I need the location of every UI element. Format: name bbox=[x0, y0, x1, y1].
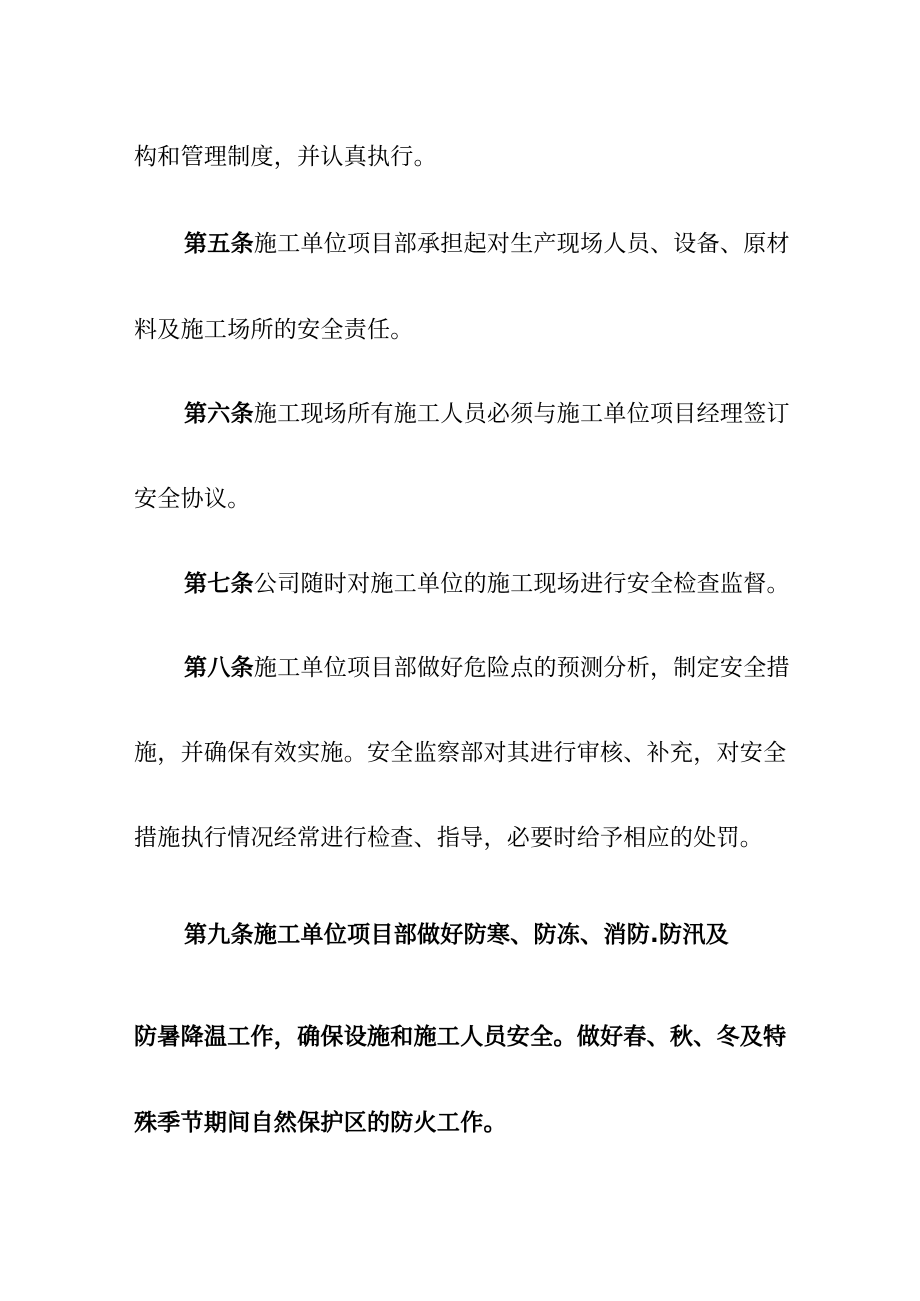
article-text: 施工现场所有施工人员必须与施工单位项目经理签订 bbox=[253, 401, 790, 427]
article-6 bbox=[184, 399, 794, 429]
paragraph-line: 殊季节期间自然保护区的防火工作。 bbox=[134, 1110, 507, 1136]
paragraph-line: 构和管理制度，并认真执行。 bbox=[134, 144, 437, 170]
article-label: 第六条 bbox=[184, 401, 254, 427]
article-label: 第五条 bbox=[184, 231, 254, 257]
paragraph-line: 安全协议。 bbox=[134, 486, 251, 512]
article-7 bbox=[184, 569, 794, 599]
paragraph-line: 措施执行情况经常进行检查、指导，必要时给予相应的处罚。 bbox=[134, 825, 764, 851]
article-9: 第九条施工单位项目部做好防寒、防冻、消防.防汛及 bbox=[184, 922, 729, 948]
paragraph-line: 防暑降温工作，确保设施和施工人员安全。做好春、秋、冬及特 bbox=[134, 1024, 787, 1050]
article-text: 施工单位项目部做好危险点的预测分析，制定安全措 bbox=[253, 655, 790, 681]
paragraph-line: 料及施工场所的安全责任。 bbox=[134, 317, 414, 343]
article-8 bbox=[184, 653, 794, 683]
article-label: 第八条 bbox=[184, 655, 254, 681]
article-text: 施工单位项目部承担起对生产现场人员、设备、原材 bbox=[253, 231, 790, 257]
article-5 bbox=[184, 229, 794, 259]
paragraph-line: 施，并确保有效实施。安全监察部对其进行审核、补充，对安全 bbox=[134, 740, 787, 766]
article-label: 第七条 bbox=[184, 571, 254, 597]
article-text: 公司随时对施工单位的施工现场进行安全检查监督。 bbox=[253, 571, 790, 597]
